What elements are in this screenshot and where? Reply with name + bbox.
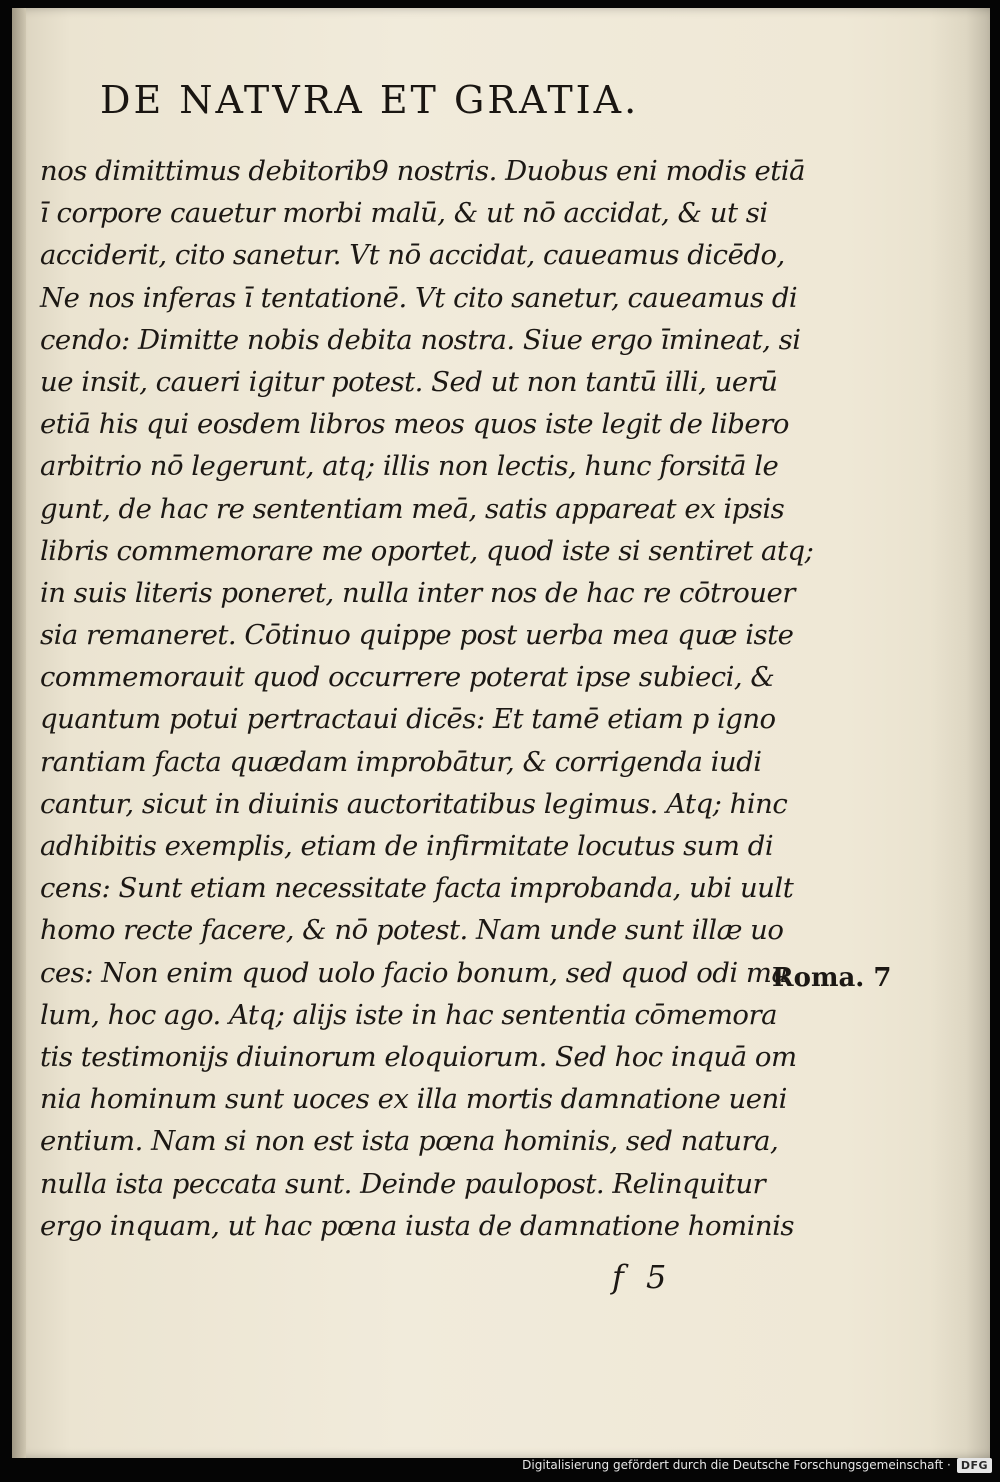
margin-note: Roma. 7 xyxy=(772,963,892,993)
text-line: homo recte facere, & nō potest. Nam unde sunt illæ uo xyxy=(40,914,784,947)
text-line: ces: Non enim quod uolo facio bonum, sed quod odi ma xyxy=(40,956,788,989)
dfg-logo-icon: DFG xyxy=(957,1458,992,1473)
text-line: adhibitis exemplis, etiam de infirmitate locutus sum di xyxy=(40,830,774,862)
text-line: nulla ista peccata sunt. Deinde paulopost. Relinquitur xyxy=(40,1167,766,1200)
text-line: libris commemorare me oportet, quod iste si sentiret atq; xyxy=(40,534,814,567)
text-line: commemorauit quod occurrere poterat ipse subieci, & xyxy=(40,661,775,694)
text-line: cantur, sicut in diuinis auctoritatibus legimus. Atq; hinc xyxy=(40,787,788,820)
text-line: cens: Sunt etiam necessitate facta improbanda, ubi uult xyxy=(40,872,794,905)
page-gutter xyxy=(12,8,26,1458)
signature-mark: f 5 xyxy=(612,1258,673,1296)
text-line: arbitrio nō legerunt, atq; illis non lectis, hunc forsitā le xyxy=(40,450,779,483)
body-text xyxy=(40,150,814,1247)
text-line: ergo inquam, ut hac pœna iusta de damnatione hominis xyxy=(40,1209,794,1242)
text-line: entium. Nam si non est ista pœna hominis, sed natura, xyxy=(40,1125,779,1158)
text-line: tis testimonijs diuinorum eloquiorum. Sed hoc inquā om xyxy=(40,1040,797,1073)
text-line: quantum potui pertractaui dicēs: Et tamē etiam p igno xyxy=(40,703,776,736)
text-line: lum, hoc ago. Atq; alijs iste in hac sententia cōmemora xyxy=(40,998,778,1031)
text-line: Ne nos inferas ī tentationē. Vt cito sanetur, caueamus di xyxy=(40,281,798,314)
running-head: DE NATVRA ET GRATIA. xyxy=(100,78,640,122)
footer-credit: Digitalisierung gefördert durch die Deutsche Forschungsgemeinschaft · xyxy=(522,1458,951,1472)
page-edge-shadow xyxy=(930,8,990,1458)
text-line: sia remaneret. Cōtinuo quippe post uerba mea quæ iste xyxy=(40,619,794,652)
text-line: gunt, de hac re sententiam meā, satis appareat ex ipsis xyxy=(40,492,785,525)
text-line: etiā his qui eosdem libros meos quos iste legit de libero xyxy=(40,408,789,441)
text-line: nos dimittimus debitorib9 nostris. Duobus eni modis etiā xyxy=(40,155,805,187)
text-line: in suis literis poneret, nulla inter nos de hac re cōtrouer xyxy=(40,576,795,609)
text-line: rantiam facta quædam improbātur, & corrigenda iudi xyxy=(40,745,762,778)
text-line: cendo: Dimitte nobis debita nostra. Siue ergo īmineat, si xyxy=(40,323,801,356)
text-line: ī corpore cauetur morbi malū, & ut nō accidat, & ut si xyxy=(40,197,768,230)
text-line: acciderit, cito sanetur. Vt nō accidat, caueamus dicēdo, xyxy=(40,239,785,272)
text-line: ue insit, caueri igitur potest. Sed ut non tantū illi, uerū xyxy=(40,365,778,398)
text-line: nia hominum sunt uoces ex illa mortis damnatione ueni xyxy=(40,1083,787,1116)
digitization-footer xyxy=(522,1456,992,1474)
